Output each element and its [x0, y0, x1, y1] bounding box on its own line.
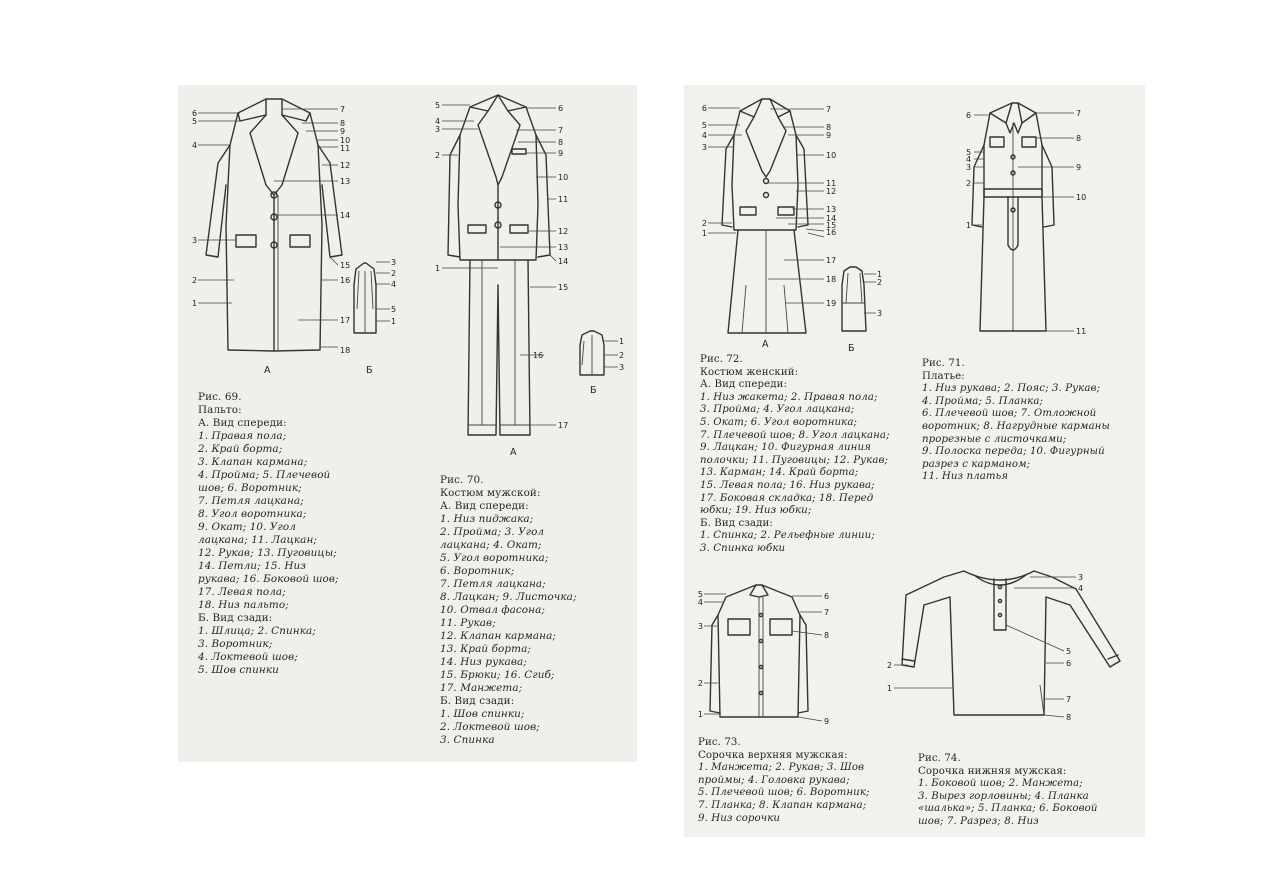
fig71-caption [922, 358, 1110, 484]
fig69-caption-line: 1. Правая пола; [198, 430, 287, 442]
fig74-caption-line: «шалька»; 5. Планка; 6. Боковой [918, 803, 1098, 815]
fig70-caption-line: 15. Брюки; 16. Сгиб; [440, 669, 555, 681]
fig70-num-14: 14 [558, 257, 569, 266]
fig72-caption-line: 7. Плечевой шов; 8. Угол лацкана; [700, 429, 890, 441]
fig72-num-6: 6 [701, 104, 707, 113]
fig70-num-8: 8 [558, 138, 564, 147]
fig70-num-5: 5 [435, 101, 441, 110]
fig69-num-11: 11 [340, 144, 351, 153]
fig70-back-num-2: 2 [619, 351, 625, 360]
fig69-label-b: Б [366, 365, 373, 376]
fig74-num-4: 4 [1078, 584, 1084, 593]
fig72-num-1: 1 [701, 229, 707, 238]
fig73-num-5: 5 [697, 590, 703, 599]
fig69-coat-front-drawing [192, 99, 350, 355]
fig72-num-17: 17 [826, 256, 837, 265]
fig74-caption-line: Сорочка нижняя мужская: [918, 765, 1067, 777]
fig70-caption-line: 2. Локтевой шов; [440, 721, 540, 733]
fig71-num-9: 9 [1076, 163, 1082, 172]
fig70-num-16: 16 [533, 351, 544, 360]
fig74-num-2: 2 [886, 661, 892, 670]
fig71-num-8: 8 [1076, 134, 1082, 143]
fig72-suit-back-drawing [842, 267, 882, 331]
fig69-caption-line: 4. Пройма; 5. Плечевой [198, 469, 331, 481]
fig69-back-num-2: 2 [391, 269, 397, 278]
fig73-num-1: 1 [697, 710, 703, 719]
fig72-num-4: 4 [701, 131, 707, 140]
fig69-caption-line: 5. Шов спинки [198, 664, 279, 676]
fig69-caption-line: 3. Клапан кармана; [198, 456, 308, 468]
fig71-caption-line: воротник; 8. Нагрудные карманы [922, 420, 1110, 432]
fig72-back-num-2: 2 [877, 278, 883, 287]
fig71-caption-line: 11. Низ платья [922, 471, 1009, 483]
fig74-num-1: 1 [886, 684, 892, 693]
fig72-caption-line: 9. Лацкан; 10. Фигурная линия [700, 442, 871, 454]
fig72-num-16: 16 [826, 228, 837, 237]
fig74-num-3: 3 [1078, 573, 1084, 582]
fig70-label-a: А [510, 447, 517, 458]
fig72-num-8: 8 [826, 123, 832, 132]
fig70-num-1: 1 [435, 264, 441, 273]
fig70-caption-line: 2. Пройма; 3. Угол [440, 526, 545, 538]
fig72-caption [700, 354, 890, 556]
fig72-num-13: 13 [826, 205, 837, 214]
fig72-num-11: 11 [826, 179, 837, 188]
fig73-caption [698, 737, 870, 825]
fig70-caption-line: 1. Низ пиджака; [440, 513, 534, 525]
fig69-caption-line: 3. Воротник; [198, 638, 273, 650]
fig70-back-num-3: 3 [619, 363, 625, 372]
fig73-caption-line: Рис. 73. [698, 737, 741, 748]
fig70-caption [440, 474, 577, 747]
fig69-caption-line: лацкана; 11. Лацкан; [198, 534, 317, 546]
fig74-num-8: 8 [1066, 713, 1072, 722]
fig69-num-16: 16 [340, 276, 351, 285]
fig70-num-3: 3 [435, 125, 441, 134]
fig69-caption-line: 1. Шлица; 2. Спинка; [198, 625, 316, 637]
fig72-caption-line: А. Вид спереди: [700, 379, 788, 391]
fig69-caption-line: 9. Окат; 10. Угол [198, 521, 296, 533]
fig70-caption-line: Костюм мужской: [440, 487, 541, 499]
fig70-caption-line: 8. Лацкан; 9. Листочка; [440, 591, 577, 603]
fig72-caption-line: Рис. 72. [700, 354, 743, 365]
fig69-coat-back-drawing [354, 258, 396, 333]
fig72-label-b: Б [848, 343, 855, 354]
fig72-caption-line: 1. Спинка; 2. Рельефные линии; [700, 530, 875, 542]
fig74-caption-line: шов; 7. Разрез; 8. Низ [918, 815, 1039, 827]
fig72-num-18: 18 [826, 275, 837, 284]
fig69-num-17: 17 [340, 316, 351, 325]
fig70-caption-line: 6. Воротник; [440, 565, 515, 577]
fig69-caption-line: 2. Край борта; [198, 443, 283, 455]
fig72-caption-line: полочки; 11. Пуговицы; 12. Рукав; [700, 454, 889, 466]
fig73-num-6: 6 [824, 592, 830, 601]
fig70-back-num-1: 1 [619, 337, 625, 346]
left-page [178, 85, 637, 762]
fig72-caption-line: 5. Окат; 6. Угол воротника; [700, 416, 858, 428]
fig71-caption-line: прорезные с листочками; [922, 433, 1067, 445]
fig71-num-4: 4 [966, 155, 972, 164]
fig71-num-10: 10 [1076, 193, 1087, 202]
fig69-caption-line: шов; 6. Воротник; [198, 482, 302, 494]
right-page [684, 85, 1145, 837]
fig73-caption-line: 1. Манжета; 2. Рукав; 3. Шов [698, 762, 865, 774]
fig71-num-1: 1 [966, 221, 972, 230]
fig72-caption-line: Костюм женский: [700, 366, 799, 378]
fig71-num-11: 11 [1076, 327, 1087, 336]
fig69-caption-line: 8. Угол воротника; [198, 508, 307, 520]
fig72-label-a: А [762, 339, 769, 350]
fig70-caption-line: 12. Клапан кармана; [440, 630, 557, 642]
fig70-caption-line: А. Вид спереди: [440, 500, 529, 512]
fig73-caption-line: 5. Плечевой шов; 6. Воротник; [698, 787, 870, 799]
fig70-num-13: 13 [558, 243, 569, 252]
fig73-num-9: 9 [824, 717, 830, 726]
fig69-caption-line: Рис. 69. [198, 391, 242, 403]
fig70-num-2: 2 [435, 151, 441, 160]
fig71-caption-line: 6. Плечевой шов; 7. Отложной [922, 408, 1097, 420]
fig72-num-15: 15 [826, 221, 837, 230]
fig70-suit-back-drawing [580, 331, 624, 375]
fig69-caption-line: рукава; 16. Боковой шов; [198, 573, 339, 585]
fig70-num-7: 7 [558, 126, 564, 135]
fig73-caption-line: 7. Планка; 8. Клапан кармана; [698, 799, 867, 811]
fig70-num-12: 12 [558, 227, 569, 236]
fig69-num-15: 15 [340, 261, 351, 270]
fig73-num-2: 2 [697, 679, 703, 688]
fig72-caption-line: 15. Левая пола; 16. Низ рукава; [700, 479, 875, 491]
fig70-num-15: 15 [558, 283, 569, 292]
fig70-caption-line: 7. Петля лацкана; [440, 578, 546, 590]
fig70-num-6: 6 [558, 104, 564, 113]
fig69-num-6: 6 [192, 109, 198, 118]
fig69-num-8: 8 [340, 119, 346, 128]
fig71-num-7: 7 [1076, 109, 1082, 118]
fig69-caption-line: 7. Петля лацкана; [198, 495, 304, 507]
fig72-num-7: 7 [826, 105, 832, 114]
fig70-caption-line: лацкана; 4. Окат; [440, 539, 542, 551]
fig69-num-12: 12 [340, 161, 351, 170]
fig74-caption-line: 3. Вырез горловины; 4. Планка [918, 790, 1089, 802]
fig69-caption-line: 14. Петли; 15. Низ [198, 560, 307, 572]
fig71-num-6: 6 [966, 111, 972, 120]
fig72-num-14: 14 [826, 214, 837, 223]
fig69-caption-line: Б. Вид сзади: [198, 612, 273, 624]
fig73-num-8: 8 [824, 631, 830, 640]
fig72-caption-line: 13. Карман; 14. Край борта; [700, 467, 859, 479]
fig72-back-num-3: 3 [877, 309, 883, 318]
fig74-caption-line: 1. Боковой шов; 2. Манжета; [918, 778, 1083, 790]
fig73-num-3: 3 [697, 622, 703, 631]
fig71-num-5: 5 [966, 148, 972, 157]
fig71-dress-drawing [966, 103, 1086, 336]
fig74-undershirt-drawing [887, 571, 1120, 722]
fig69-label-a: А [264, 365, 271, 376]
fig69-back-num-1: 1 [391, 317, 397, 326]
fig72-num-12: 12 [826, 187, 837, 196]
fig72-num-10: 10 [826, 151, 837, 160]
fig70-label-b: Б [590, 385, 597, 396]
fig72-num-2: 2 [701, 219, 707, 228]
fig72-num-3: 3 [701, 143, 707, 152]
fig69-caption-line: А. Вид спереди: [198, 417, 287, 429]
fig72-caption-line: 3. Пройма; 4. Угол лацкана; [700, 404, 855, 416]
fig74-num-5: 5 [1066, 647, 1072, 656]
fig70-suit-front-drawing [435, 95, 568, 435]
fig71-caption-line: 4. Пройма; 5. Планка; [922, 395, 1044, 407]
fig72-caption-line: Б. Вид сзади: [700, 517, 773, 529]
fig74-caption-line: Рис. 74. [918, 753, 961, 764]
fig70-caption-line: 5. Угол воротника; [440, 552, 549, 564]
fig69-num-10: 10 [340, 136, 351, 145]
fig71-caption-line: 9. Полоска переда; 10. Фигурный [922, 446, 1105, 458]
fig73-caption-line: проймы; 4. Головка рукава; [698, 774, 850, 786]
fig72-caption-line: 1. Низ жакета; 2. Правая пола; [700, 391, 878, 403]
fig73-num-7: 7 [824, 608, 830, 617]
fig70-num-4: 4 [435, 117, 441, 126]
fig69-back-num-3: 3 [391, 258, 397, 267]
fig73-shirt-drawing [698, 585, 829, 726]
fig70-caption-line: 13. Край борта; [440, 643, 532, 655]
fig69-back-num-4: 4 [391, 280, 397, 289]
fig69-caption-line: 12. Рукав; 13. Пуговицы; [198, 547, 337, 559]
fig70-num-10: 10 [558, 173, 569, 182]
fig70-caption-line: 17. Манжета; [440, 682, 523, 694]
fig69-num-5: 5 [192, 117, 198, 126]
fig71-caption-line: 1. Низ рукава; 2. Пояс; 3. Рукав; [922, 383, 1101, 395]
fig73-caption-line: 9. Низ сорочки [698, 812, 781, 824]
fig72-caption-line: юбки; 19. Низ юбки; [700, 505, 812, 517]
fig70-num-11: 11 [558, 195, 569, 204]
fig71-caption-line: разрез с карманом; [922, 458, 1031, 470]
fig71-num-2: 2 [966, 179, 972, 188]
fig72-back-num-1: 1 [877, 270, 883, 279]
fig69-caption [198, 391, 339, 677]
fig69-num-18: 18 [340, 346, 351, 355]
fig74-caption [918, 753, 1098, 829]
fig70-caption-line: 14. Низ рукава; [440, 656, 527, 668]
fig70-num-17: 17 [558, 421, 569, 430]
fig72-caption-line: 3. Спинка юбки [700, 542, 786, 554]
fig73-num-4: 4 [697, 598, 703, 607]
fig69-caption-line: 4. Локтевой шов; [198, 651, 298, 663]
fig70-caption-line: 1. Шов спинки; [440, 708, 525, 720]
fig69-num-3: 3 [192, 236, 198, 245]
fig71-caption-line: Платье: [922, 370, 965, 382]
fig69-caption-line: Пальто: [198, 404, 242, 416]
fig70-caption-line: 3. Спинка [440, 734, 495, 746]
fig72-num-5: 5 [701, 121, 707, 130]
fig70-num-9: 9 [558, 149, 564, 158]
fig74-num-6: 6 [1066, 659, 1072, 668]
fig70-caption-line: 11. Рукав; [440, 617, 496, 629]
fig69-num-13: 13 [340, 177, 351, 186]
fig69-caption-line: 17. Левая пола; [198, 586, 286, 598]
fig69-num-2: 2 [192, 276, 198, 285]
fig74-num-7: 7 [1066, 695, 1072, 704]
fig70-caption-line: Б. Вид сзади: [440, 695, 515, 707]
fig72-num-19: 19 [826, 299, 837, 308]
fig71-num-3: 3 [966, 163, 972, 172]
fig69-back-num-5: 5 [391, 305, 397, 314]
fig71-caption-line: Рис. 71. [922, 358, 965, 369]
fig70-caption-line: Рис. 70. [440, 474, 484, 486]
fig69-num-4: 4 [192, 141, 198, 150]
fig69-num-14: 14 [340, 211, 351, 220]
fig70-caption-line: 10. Отвал фасона; [440, 604, 546, 616]
fig69-num-9: 9 [340, 127, 346, 136]
fig73-caption-line: Сорочка верхняя мужская: [698, 749, 848, 761]
fig69-num-1: 1 [192, 299, 198, 308]
fig69-caption-line: 18. Низ пальто; [198, 599, 289, 611]
fig72-num-9: 9 [826, 131, 832, 140]
fig69-num-7: 7 [340, 105, 346, 114]
fig72-caption-line: 17. Боковая складка; 18. Перед [700, 492, 874, 504]
fig72-suit-front-drawing [702, 99, 836, 333]
